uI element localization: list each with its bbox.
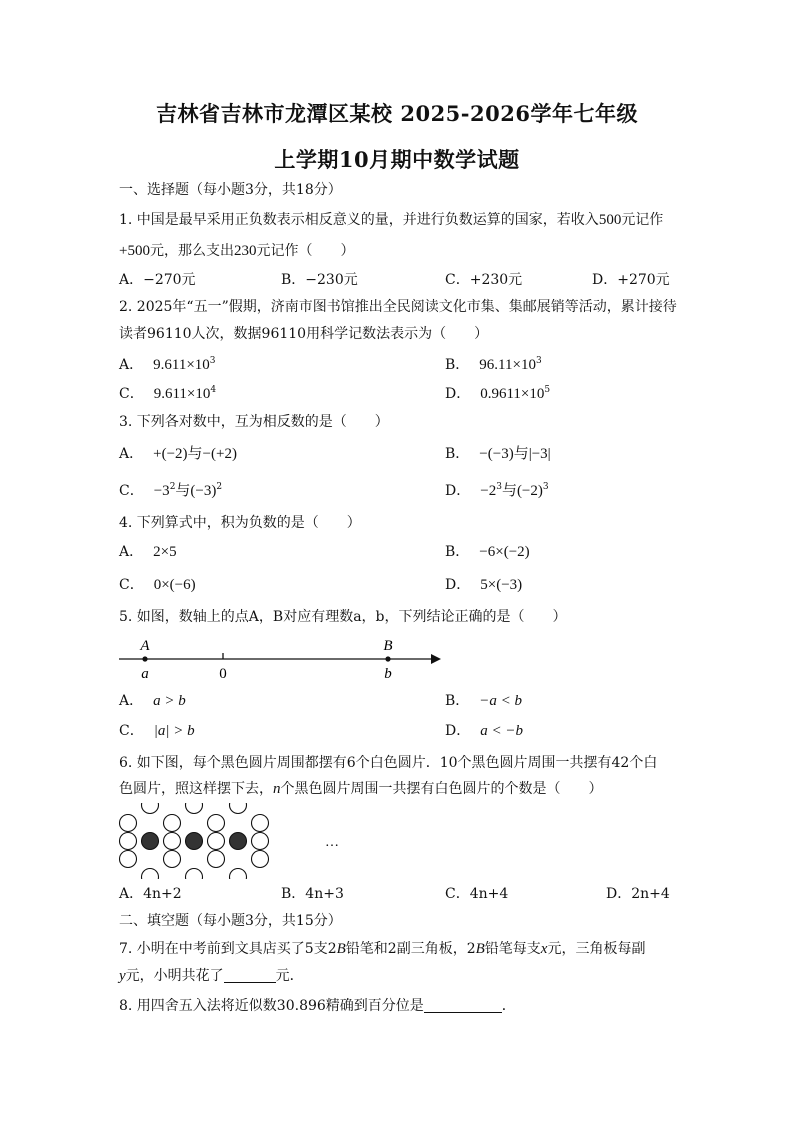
disc-pattern-figure — [115, 803, 345, 879]
q6-option-b[interactable]: B．4n+3 — [281, 886, 344, 902]
white-disc — [186, 803, 203, 814]
q6-option-d[interactable]: D．2n+4 — [606, 886, 670, 902]
point-a-label: A — [140, 638, 150, 654]
exam-title-line1: 吉林省吉林市龙潭区某校 2025-2026学年七年级 — [156, 101, 638, 126]
q6-line2: 色圆片，照这样摆下去，n个黑色圆片周围一共摆有白色圆片的个数是（ ） — [119, 781, 603, 797]
white-disc — [186, 869, 203, 880]
q3-option-c[interactable]: C． $-3^2$与$(-3)^2$ — [119, 482, 223, 499]
white-disc — [208, 851, 225, 868]
number-line-figure — [115, 632, 445, 684]
white-disc — [230, 869, 247, 880]
q1-line2: +500元，那么支出230元记作（ ） — [119, 243, 355, 259]
axis-arrow-icon — [431, 654, 441, 664]
white-disc — [252, 833, 269, 850]
white-disc — [142, 803, 159, 814]
point-b-dot — [385, 656, 390, 661]
q2-option-b[interactable]: B． $96.11\times 10^3$ — [445, 356, 542, 373]
q6-option-c[interactable]: C．4n+4 — [445, 886, 509, 902]
point-b-label: B — [383, 638, 393, 654]
q6-option-a[interactable]: A．4n+2 — [119, 886, 182, 902]
q3-option-d[interactable]: D． $-2^3$与$(-2)^3$ — [445, 482, 549, 499]
var-a-label: a — [141, 666, 149, 682]
white-disc — [164, 851, 181, 868]
q2-option-a[interactable]: A． $9.611\times 10^3$ — [119, 356, 216, 373]
var-b-label: b — [384, 666, 392, 682]
q1-option-c[interactable]: C．+230元 — [445, 272, 523, 288]
q4-option-a[interactable]: A． 2×5 — [119, 544, 177, 560]
q1-option-b[interactable]: B．−230元 — [281, 272, 358, 288]
point-a-dot — [142, 656, 147, 661]
q5-option-d[interactable]: D． a < −b — [445, 723, 523, 739]
q2-option-c[interactable]: C． $9.611\times 10^4$ — [119, 385, 217, 402]
q3-stem: 3. 下列各对数中，互为相反数的是（ ） — [119, 414, 389, 430]
q8-answer-blank[interactable] — [424, 998, 502, 1013]
q2-line2: 读者96110人次，数据96110用科学记数法表示为（ ） — [119, 326, 489, 342]
black-disc — [142, 833, 159, 850]
q5-option-a[interactable]: A． a > b — [119, 693, 186, 709]
q4-option-d[interactable]: D． 5×(−3) — [445, 577, 523, 593]
q5-option-b[interactable]: B． −a < b — [445, 693, 523, 709]
q4-option-b[interactable]: B． −6×(−2) — [445, 544, 530, 560]
section-heading-choice: 一、选择题（每小题3分，共18分） — [119, 182, 342, 198]
q1-line1: 1. 中国是最早采用正负数表示相反意义的量，并进行负数运算的国家，若收入500元记作 — [119, 212, 664, 228]
white-disc — [142, 869, 159, 880]
white-disc — [208, 833, 225, 850]
white-disc — [120, 815, 137, 832]
q5-stem: 5. 如图，数轴上的点A，B对应有理数a，b，下列结论正确的是（ ） — [119, 609, 567, 625]
q2-option-d[interactable]: D． $0.9611\times 10^5$ — [445, 385, 551, 402]
black-disc — [230, 833, 247, 850]
q3-option-a[interactable]: A． +(−2)与−(+2) — [119, 446, 237, 462]
white-disc — [164, 833, 181, 850]
q7-line1: 7. 小明在中考前到文具店买了5支2B铅笔和2副三角板，2B铅笔每支x元，三角板每副 — [119, 941, 646, 957]
white-disc — [230, 803, 247, 814]
exam-title-line2: 上学期10月期中数学试题 — [274, 147, 520, 172]
white-disc — [252, 851, 269, 868]
q3-option-b[interactable]: B． −(−3)与|−3| — [445, 446, 551, 462]
q5-option-c[interactable]: C． |a| > b — [119, 723, 195, 739]
q4-stem: 4. 下列算式中，积为负数的是（ ） — [119, 515, 361, 531]
q4-option-c[interactable]: C． 0×(−6) — [119, 577, 196, 593]
q7-answer-blank[interactable] — [224, 968, 276, 983]
q8-line: 8. 用四舍五入法将近似数30.896精确到百分位是 ． — [119, 998, 516, 1014]
section-heading-fill: 二、填空题（每小题3分，共15分） — [119, 913, 342, 929]
black-disc — [186, 833, 203, 850]
q1-option-d[interactable]: D．+270元 — [592, 272, 670, 288]
figure-ellipsis: … — [325, 835, 339, 850]
white-disc — [208, 815, 225, 832]
q1-option-a[interactable]: A．−270元 — [119, 272, 196, 288]
q7-line2: y元，小明共花了 元． — [119, 968, 304, 984]
white-disc — [164, 815, 181, 832]
white-disc — [252, 815, 269, 832]
white-disc — [120, 851, 137, 868]
white-disc — [120, 833, 137, 850]
q2-line1: 2. 2025年“五一”假期，济南市图书馆推出全民阅读文化市集、集邮展销等活动，累计接待 — [119, 299, 677, 315]
q6-line1: 6. 如下图，每个黑色圆片周围都摆有6个白色圆片．10个黑色圆片周围一共摆有42个白 — [119, 755, 658, 771]
zero-label: 0 — [219, 666, 227, 682]
